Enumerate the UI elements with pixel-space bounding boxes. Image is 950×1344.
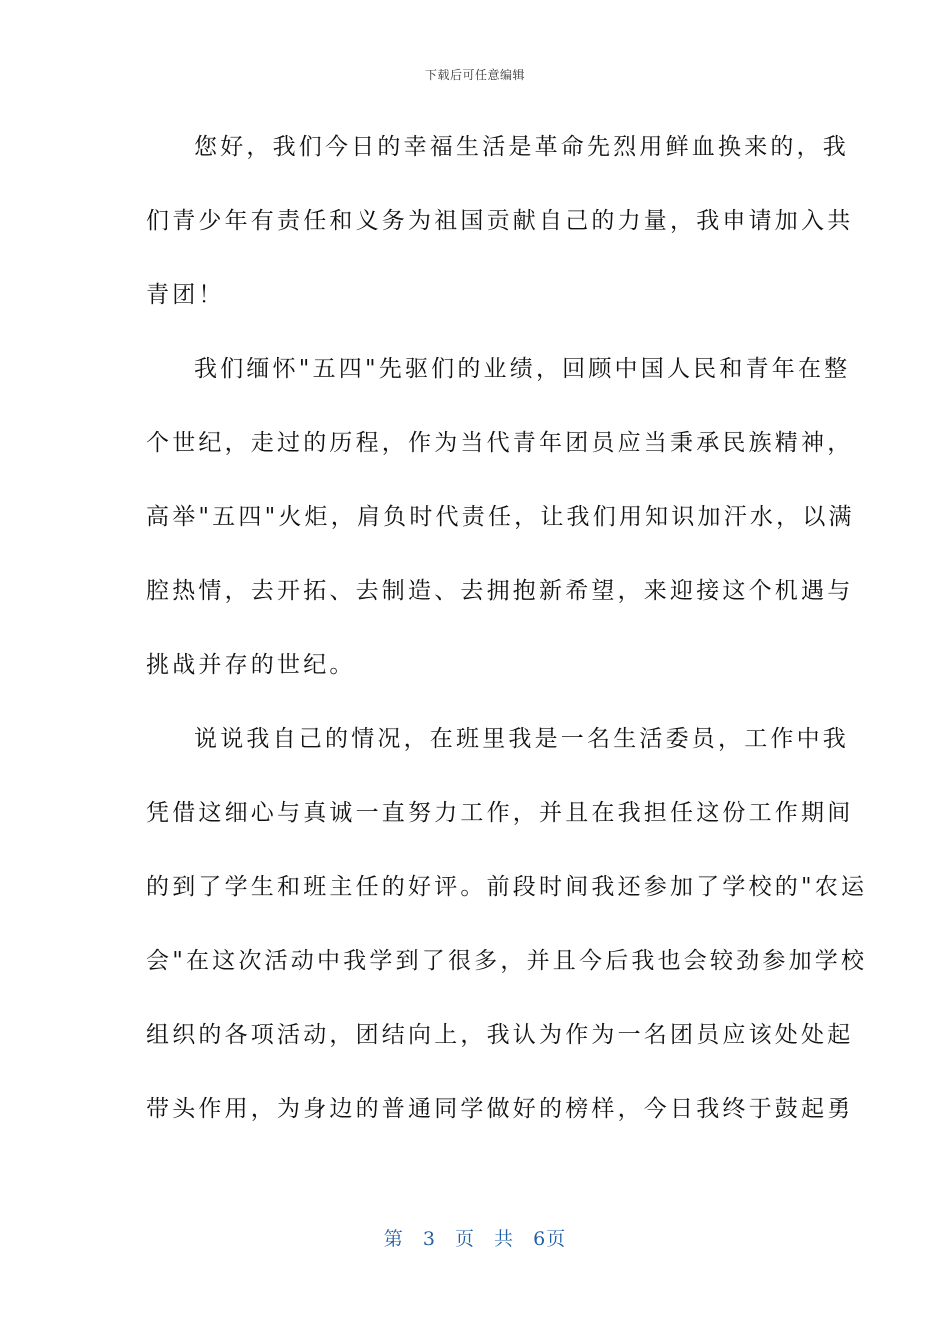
page-footer — [0, 1224, 950, 1251]
footer-current-page: 3 — [422, 1228, 436, 1250]
text-line: 会"在这次活动中我学到了很多，并且今后我也会较劲参加学校 — [146, 948, 868, 974]
footer-page-label: 第 — [383, 1228, 404, 1250]
text-line: 个世纪，走过的历程，作为当代青年团员应当秉承民族精神， — [146, 430, 854, 456]
text-line: 组织的各项活动，团结向上，我认为作为一名团员应该处处起 — [146, 1022, 854, 1048]
text-line: 腔热情，去开拓、去制造、去拥抱新希望，来迎接这个机遇与 — [146, 578, 854, 604]
header-note: 下载后可任意编辑 — [424, 68, 525, 82]
text-line: 带头作用，为身边的普通同学做好的榜样，今日我终于鼓起勇 — [146, 1096, 854, 1122]
text-line: 的到了学生和班主任的好评。前段时间我还参加了学校的"农运 — [146, 874, 868, 900]
text-line: 挑战并存的世纪。 — [146, 652, 356, 678]
footer-total-label: 共 — [494, 1228, 515, 1250]
footer-total-pages: 6页 — [533, 1228, 567, 1250]
text-line: 青团！ — [146, 282, 225, 308]
text-line: 您好，我们今日的幸福生活是革命先烈用鲜血换来的，我 — [194, 134, 849, 160]
footer-page-unit: 页 — [454, 1228, 475, 1250]
text-line: 凭借这细心与真诚一直努力工作，并且在我担任这份工作期间 — [146, 800, 854, 826]
text-line: 我们缅怀"五四"先驱们的业绩，回顾中国人民和青年在整 — [194, 356, 851, 382]
document-body — [146, 124, 868, 1160]
text-line: 们青少年有责任和义务为祖国贡献自己的力量，我申请加入共 — [146, 208, 854, 234]
text-line: 说说我自己的情况，在班里我是一名生活委员，工作中我 — [194, 726, 849, 752]
text-line: 高举"五四"火炬，肩负时代责任，让我们用知识加汗水，以满 — [146, 504, 855, 530]
